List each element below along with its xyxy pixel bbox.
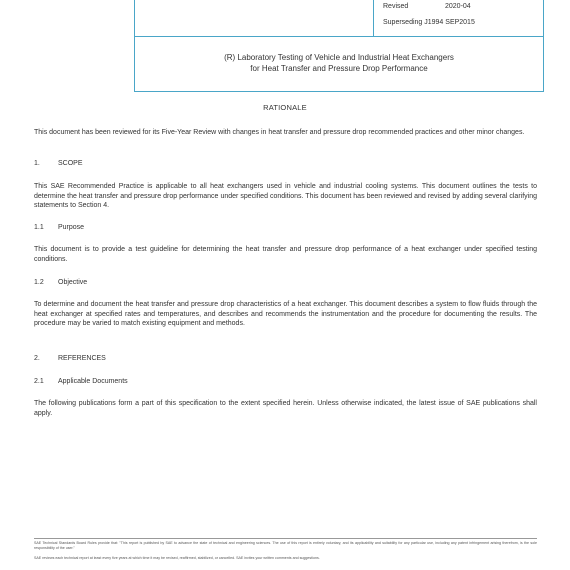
section-title: Purpose [58, 224, 85, 231]
section-title: SCOPE [58, 160, 83, 167]
section-heading-scope [34, 160, 83, 167]
section-heading-applicable-documents [34, 378, 128, 385]
purpose-text: This document is to provide a test guideline for determining the heat transfer and pressure drop performance of a heat exchanger under specified testing conditions. [34, 246, 537, 263]
revised-date: 2020-04 [445, 3, 471, 10]
footer-disclaimer: SAE Technical Standards Board Rules provide that: "This report is published by SAE to advance the state of technical and engineering sciences. The use of this report is entirely voluntary, and its applicability and suitability for any particular use, including any patent infringement arising therefrom, is the sole responsibility of the user." [34, 541, 537, 550]
header-divider-horizontal [135, 36, 543, 37]
header-divider-vertical [373, 0, 374, 37]
section-title: Applicable Documents [58, 378, 128, 385]
document-title [135, 53, 543, 74]
rationale-heading: RATIONALE [263, 103, 307, 112]
document-header-box [134, 0, 544, 92]
rationale-text: This document has been reviewed for its Five-Year Review with changes in heat transfer and pressure drop recommended practices and other minor changes. [34, 129, 525, 136]
section-heading-objective [34, 279, 87, 286]
superseding-note: Superseding J1994 SEP2015 [383, 19, 475, 26]
section-number: 1. [34, 160, 40, 167]
section-number: 2. [34, 355, 40, 362]
section-number: 1.1 [34, 224, 44, 231]
document-title-line-2: for Heat Transfer and Pressure Drop Performance [250, 63, 428, 73]
scope-text: This SAE Recommended Practice is applicable to all heat exchangers used in vehicle and industrial cooling systems. This document outlines the tests to determine the heat transfer and pressure drop performance under specified conditions. This document has been reviewed and revised by adding several clarifying statements to Section 4. [34, 183, 537, 209]
section-title: REFERENCES [58, 355, 106, 362]
applicable-documents-text: The following publications form a part of this specification to the extent specified herein. Unless otherwise indicated, the latest issue of SAE publications shall apply. [34, 400, 537, 417]
section-number: 1.2 [34, 279, 44, 286]
objective-text: To determine and document the heat transfer and pressure drop characteristics of a heat exchanger. This document describes a system to flow fluids through the heat exchanger at specified rates and temperatures, and describes and recommends the instrumentation and the procedure for documenting the results. The procedure may be varied to match existing equipment and methods. [34, 301, 537, 327]
section-heading-purpose [34, 224, 84, 231]
document-title-line-1: (R) Laboratory Testing of Vehicle and Industrial Heat Exchangers [224, 53, 454, 62]
footer-rule [34, 538, 537, 539]
revised-label: Revised [383, 3, 409, 10]
section-number: 2.1 [34, 378, 44, 385]
section-heading-references [34, 355, 106, 362]
footer-review-note: SAE reviews each technical report at least every five years at which time it may be revised, reaffirmed, stabilized, or cancelled. SAE invites your written comments and suggestions. [34, 556, 320, 560]
section-title: Objective [58, 279, 88, 286]
